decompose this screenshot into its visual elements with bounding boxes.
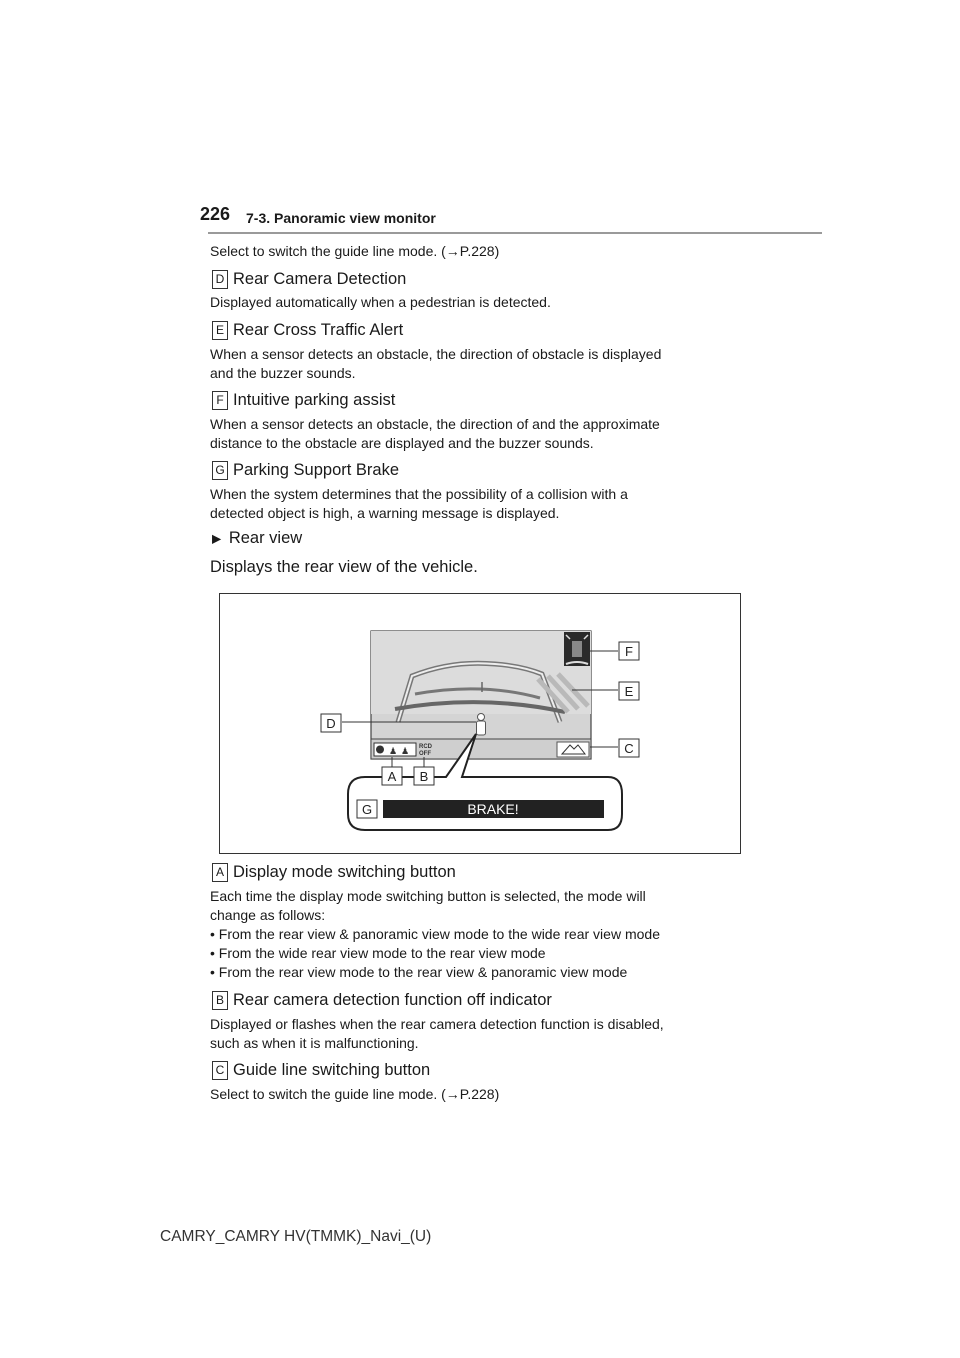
item-c-desc-1: Select to switch the guide line mode. (→P.228) (210, 1086, 500, 1102)
item-g-heading (212, 459, 399, 481)
item-g-desc-1: When the system determines that the possibility of a collision with a (210, 486, 628, 502)
item-b-desc-1: Displayed or flashes when the rear camera detection function is disabled, (210, 1016, 664, 1032)
callout-c: C (624, 741, 634, 756)
rear-view-heading (212, 529, 302, 548)
callout-g: G (361, 802, 373, 817)
item-a-desc-1: Each time the display mode switching button is selected, the mode will (210, 888, 646, 904)
rcd-off-text-2: OFF (419, 751, 431, 757)
item-e-heading (212, 319, 403, 341)
rear-view-subtitle: Displays the rear view of the vehicle. (210, 558, 478, 576)
pedestrian-icon (477, 714, 486, 736)
item-f-title: Intuitive parking assist (233, 391, 396, 409)
rear-view-figure (219, 593, 741, 854)
item-b-label: B (212, 991, 228, 1010)
svg-text:♟: ♟ (401, 747, 410, 757)
item-a-label: A (212, 863, 228, 882)
item-b-heading (212, 989, 552, 1011)
item-b-desc-2: such as when it is malfunctioning. (210, 1035, 419, 1051)
rear-view-heading-text: Rear view (228, 529, 303, 547)
item-c-heading (212, 1059, 430, 1081)
item-a-bullet-3-text: From the rear view mode to the rear view & panoramic view mode (218, 964, 628, 980)
item-e-desc-1: When a sensor detects an obstacle, the direction of obstacle is displayed (210, 346, 662, 362)
item-d-label: D (212, 270, 228, 289)
item-d-title: Rear Camera Detection (233, 270, 407, 288)
item-a-bullet-1: • From the rear view & panoramic view mode to the wide rear view mode (210, 926, 660, 942)
callout-b: B (419, 769, 429, 784)
item-d-desc-1: Displayed automatically when a pedestrian is detected. (210, 294, 551, 310)
intro-text: Select to switch the guide line mode. (→P.228) (210, 243, 500, 259)
footer-model-code: CAMRY_CAMRY HV(TMMK)_Navi_(U) (160, 1228, 432, 1245)
item-a-bullet-3: • From the rear view mode to the rear view & panoramic view mode (210, 964, 628, 980)
item-d-heading (212, 268, 406, 290)
item-a-title: Display mode switching button (233, 863, 456, 881)
triangle-bullet-icon: ▶ (212, 531, 222, 546)
svg-text:♟: ♟ (389, 747, 398, 757)
item-f-heading (212, 389, 395, 411)
page-number: 226 (200, 204, 231, 224)
item-f-desc-1: When a sensor detects an obstacle, the direction of and the approximate (210, 416, 660, 432)
guide-line-button-graphic (557, 742, 589, 757)
item-g-desc-2: detected object is high, a warning message is displayed. (210, 505, 560, 521)
callout-f: F (625, 644, 633, 659)
section-title: 7-3. Panoramic view monitor (246, 210, 436, 226)
item-f-desc-2: distance to the obstacle are displayed and the buzzer sounds. (210, 435, 594, 451)
item-e-label: E (212, 321, 228, 340)
callout-a: A (387, 769, 397, 784)
item-g-label: G (212, 461, 228, 480)
item-g-title: Parking Support Brake (233, 461, 400, 479)
rcd-off-text-1: RCD (419, 744, 432, 750)
item-e-desc-2: and the buzzer sounds. (210, 365, 356, 381)
item-a-bullet-2: • From the wide rear view mode to the rear view mode (210, 945, 546, 961)
item-e-title: Rear Cross Traffic Alert (233, 321, 404, 339)
item-c-label: C (212, 1061, 228, 1080)
item-b-title: Rear camera detection function off indicator (233, 991, 552, 1009)
brake-text: BRAKE! (467, 801, 519, 817)
item-a-desc-2: change as follows: (210, 907, 326, 923)
item-c-title: Guide line switching button (233, 1061, 431, 1079)
header-divider (208, 232, 822, 234)
item-a-heading (212, 861, 456, 883)
item-f-label: F (212, 391, 228, 410)
callout-e: E (624, 684, 634, 699)
item-a-bullet-2-text: From the wide rear view mode to the rear view mode (218, 945, 546, 961)
item-a-bullet-1-text: From the rear view & panoramic view mode to the wide rear view mode (218, 926, 660, 942)
callout-d: D (326, 716, 336, 731)
rear-view-diagram (220, 594, 740, 853)
